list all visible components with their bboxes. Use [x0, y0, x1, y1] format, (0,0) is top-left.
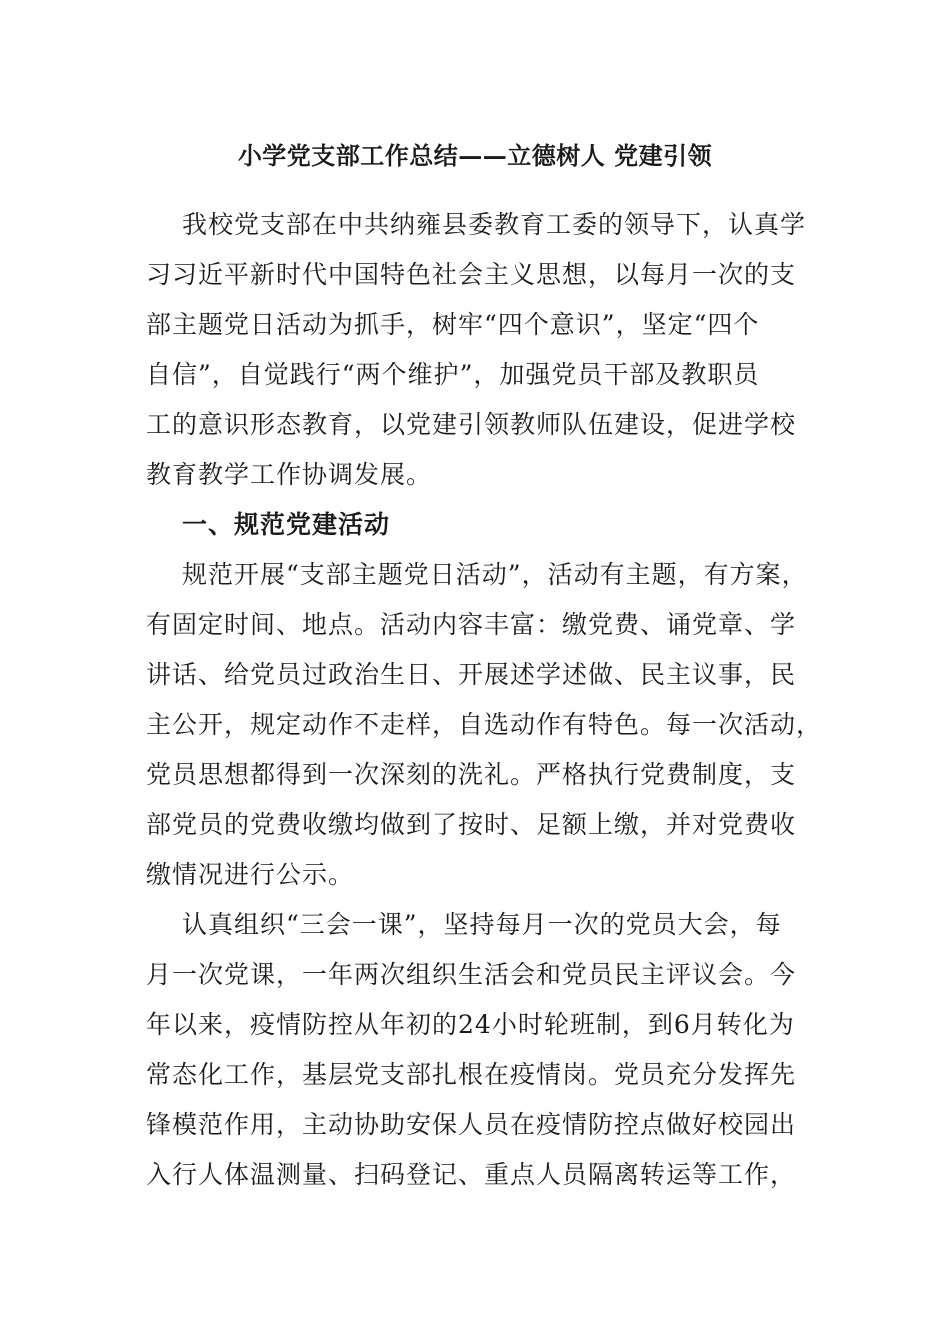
paragraph-2-line-2: 有固定时间、地点。活动内容丰富：缴党费、诵党章、学 — [146, 610, 797, 639]
paragraph-3-line-5: 锋模范作用，主动协助安保人员在疫情防控点做好校园出 — [146, 1110, 797, 1139]
paragraph-1-line-6: 教育教学工作协调发展。 — [146, 460, 433, 489]
section-heading-1: 一、规范党建活动 — [182, 510, 391, 539]
paragraph-1-line-1: 我校党支部在中共纳雍县委教育工委的领导下，认真学 — [182, 210, 807, 239]
paragraph-2-line-3: 讲话、给党员过政治生日、开展述学述做、民主议事，民 — [146, 660, 797, 689]
paragraph-2-line-5: 党员思想都得到一次深刻的洗礼。严格执行党费制度，支 — [146, 760, 797, 789]
document-title: 小学党支部工作总结——立德树人 党建引领 — [237, 141, 713, 170]
paragraph-1-line-4: 自信”，自觉践行“两个维护”，加强党员干部及教职员 — [146, 360, 760, 389]
paragraph-1-line-3: 部主题党日活动为抓手，树牢“四个意识”，坚定“四个 — [146, 310, 760, 339]
paragraph-3-line-3: 年以来，疫情防控从年初的24小时轮班制，到6月转化为 — [146, 1010, 795, 1039]
paragraph-3-line-1: 认真组织“三会一课”，坚持每月一次的党员大会，每 — [182, 910, 782, 939]
paragraph-3-line-4: 常态化工作，基层党支部扎根在疫情岗。党员充分发挥先 — [146, 1060, 797, 1089]
paragraph-1-line-5: 工的意识形态教育，以党建引领教师队伍建设，促进学校 — [146, 410, 797, 439]
paragraph-1-line-2: 习习近平新时代中国特色社会主义思想，以每月一次的支 — [146, 260, 797, 289]
paragraph-2-line-4: 主公开，规定动作不走样，自选动作有特色。每一次活动， — [146, 710, 823, 739]
paragraph-2-line-1: 规范开展“支部主题党日活动”，活动有主题，有方案， — [182, 560, 808, 589]
paragraph-3-line-6: 入行人体温测量、扫码登记、重点人员隔离转运等工作， — [146, 1160, 797, 1189]
paragraph-2-line-6: 部党员的党费收缴均做到了按时、足额上缴，并对党费收 — [146, 810, 797, 839]
paragraph-3-line-2: 月一次党课，一年两次组织生活会和党员民主评议会。今 — [146, 960, 797, 989]
paragraph-2-line-7: 缴情况进行公示。 — [146, 860, 355, 889]
